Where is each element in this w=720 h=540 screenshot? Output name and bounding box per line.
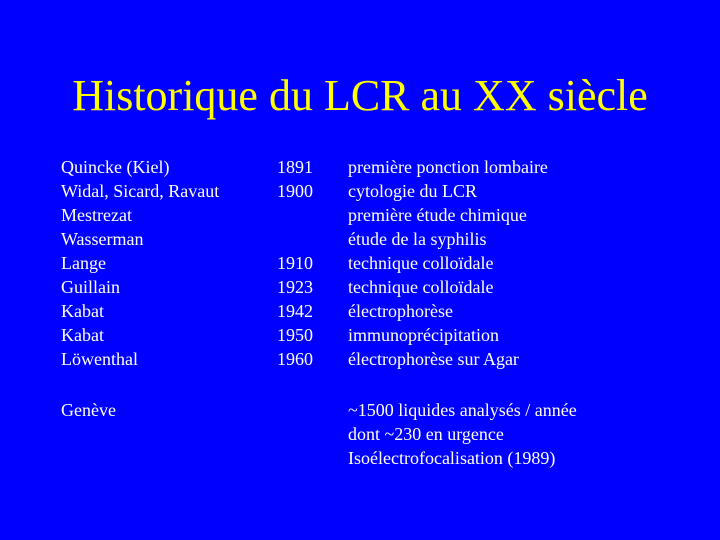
row-name: Wasserman: [61, 229, 144, 249]
row-description: électrophorèse sur Agar: [348, 349, 519, 369]
geneva-notes: [348, 398, 577, 470]
row-description: première ponction lombaire: [348, 157, 548, 177]
slide-title: Historique du LCR au XX siècle: [72, 71, 648, 120]
row-year: [277, 203, 313, 227]
geneva-note: ~1500 liquides analysés / année: [348, 400, 577, 420]
row-name: Widal, Sicard, Ravaut: [61, 181, 220, 201]
row-name: Kabat: [61, 325, 104, 345]
row-name: Guillain: [61, 277, 120, 297]
row-name: Lange: [61, 253, 106, 273]
row-year: 1891: [277, 157, 313, 177]
row-description: technique colloïdale: [348, 277, 494, 297]
row-description: étude de la syphilis: [348, 229, 487, 249]
row-year: 1923: [277, 277, 313, 297]
row-name: Kabat: [61, 301, 104, 321]
geneva-label: Genève: [61, 400, 116, 420]
row-year: 1942: [277, 301, 313, 321]
row-year: 1960: [277, 349, 313, 369]
row-description: première étude chimique: [348, 205, 527, 225]
row-name: Löwenthal: [61, 349, 138, 369]
geneva-note: Isoélectrofocalisation (1989): [348, 448, 556, 468]
row-year: 1900: [277, 181, 313, 201]
row-description: technique colloïdale: [348, 253, 494, 273]
row-name: Quincke (Kiel): [61, 157, 170, 177]
years-column: [277, 155, 313, 371]
row-year: 1910: [277, 253, 313, 273]
row-year: 1950: [277, 325, 313, 345]
row-description: électrophorèse: [348, 301, 453, 321]
row-description: cytologie du LCR: [348, 181, 477, 201]
geneva-note: dont ~230 en urgence: [348, 424, 504, 444]
descriptions-column: [348, 155, 548, 371]
row-year: [277, 227, 313, 251]
names-column: [61, 155, 219, 371]
row-description: immunoprécipitation: [348, 325, 499, 345]
row-name: Mestrezat: [61, 205, 132, 225]
